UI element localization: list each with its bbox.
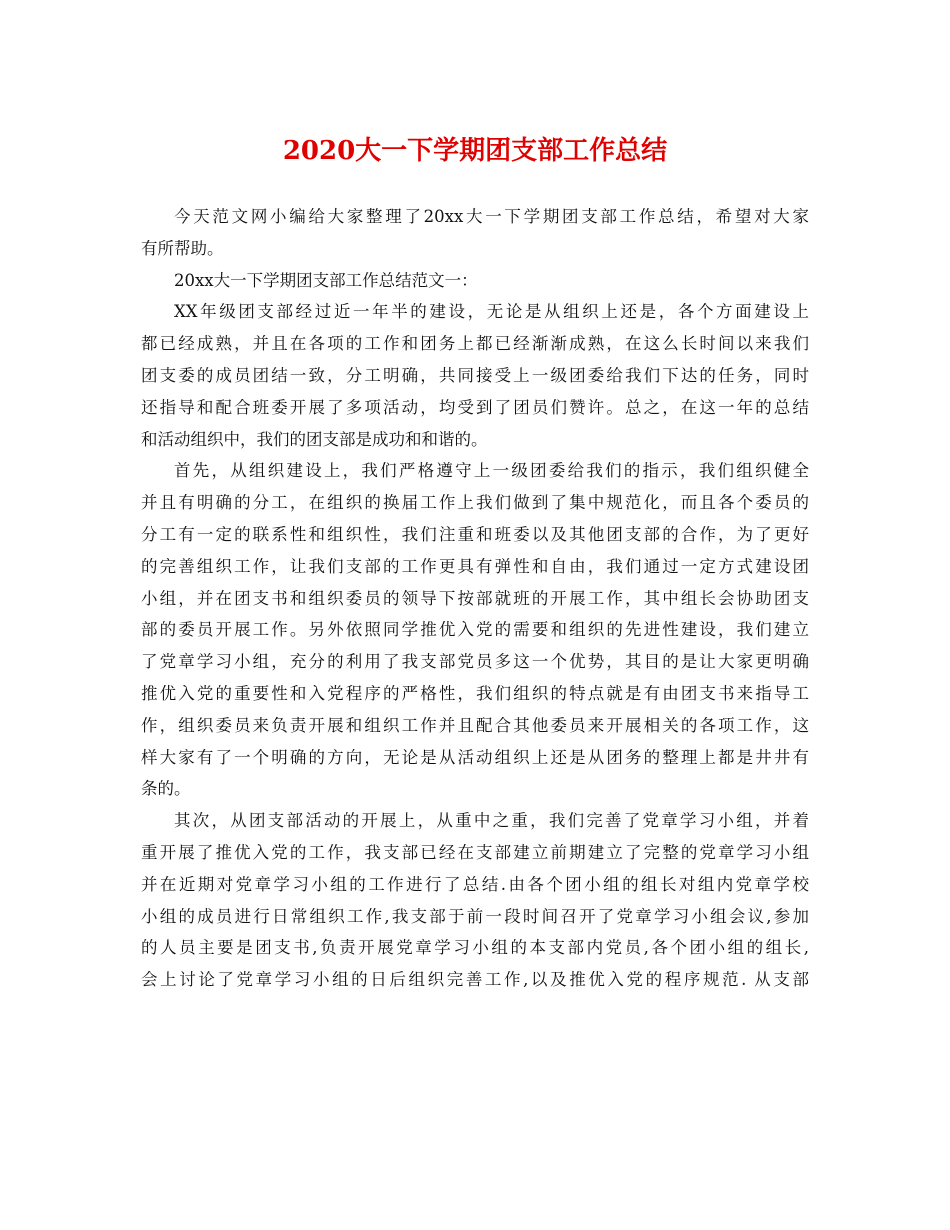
text-line: 分工有一定的联系性和组织性，我们注重和班委以及其他团支部的合作，为了更好	[141, 524, 809, 544]
text-line: 会上讨论了党章学习小组的日后组织完善工作,以及推优入党的程序规范. 从支部	[141, 970, 809, 990]
text-line: 的完善组织工作，让我们支部的工作更具有弹性和自由，我们通过一定方式建设团	[141, 556, 809, 576]
text-line: 并且有明确的分工，在组织的换届工作上我们做到了集中规范化，而且各个委员的	[141, 493, 809, 513]
text-line: 推优入党的重要性和入党程序的严格性，我们组织的特点就是有由团支书来指导工	[141, 683, 809, 703]
text-line: 部的委员开展工作。另外依照同学推优入党的需要和组织的先进性建设，我们建立	[141, 620, 809, 640]
text-line: 有所帮助。	[141, 238, 224, 258]
text-line: 样大家有了一个明确的方向，无论是从活动组织上还是从团务的整理上都是井井有	[141, 747, 809, 767]
text-line: 小组的成员进行日常组织工作,我支部于前一段时间召开了党章学习小组会议,参加	[141, 906, 809, 926]
text-line: 团支委的成员团结一致，分工明确，共同接受上一级团委给我们下达的任务，同时	[141, 365, 809, 385]
text-line: 的人员主要是团支书,负责开展党章学习小组的本支部内党员,各个团小组的组长,	[141, 938, 809, 958]
text-line: 今天范文网小编给大家整理了20xx大一下学期团支部工作总结，希望对大家	[174, 207, 809, 226]
text-line: 作，组织委员来负责开展和组织工作并且配合其他委员来开展相关的各项工作，这	[141, 715, 809, 735]
text-line: 了党章学习小组，充分的利用了我支部党员多这一个优势，其目的是让大家更明确	[141, 652, 809, 672]
text-line: 小组，并在团支书和组织委员的领导下按部就班的开展工作，其中组长会协助团支	[141, 588, 809, 608]
text-line: 首先，从组织建设上，我们严格遵守上一级团委给我们的指示，我们组织健全	[174, 461, 809, 481]
text-line: 都已经成熟，并且在各项的工作和团务上都已经渐渐成熟，在这么长时间以来我们	[141, 334, 809, 354]
text-line: 和活动组织中，我们的团支部是成功和和谐的。	[141, 429, 488, 449]
text-line: XX年级团支部经过近一年半的建设，无论是从组织上还是，各个方面建设上	[174, 302, 809, 322]
text-line: 还指导和配合班委开展了多项活动，均受到了团员们赞许。总之，在这一年的总结	[141, 397, 809, 417]
document-title: 2020大一下学期团支部工作总结	[282, 136, 668, 166]
text-line: 其次，从团支部活动的开展上，从重中之重，我们完善了党章学习小组，并着	[174, 811, 809, 831]
text-line: 并在近期对党章学习小组的工作进行了总结.由各个团小组的组长对组内党章学校	[141, 874, 809, 894]
text-line: 20xx大一下学期团支部工作总结范文一：	[174, 270, 478, 290]
text-line: 重开展了推优入党的工作，我支部已经在支部建立前期建立了完整的党章学习小组	[141, 842, 809, 862]
document-body	[141, 201, 809, 996]
text-line: 条的。	[141, 779, 191, 799]
